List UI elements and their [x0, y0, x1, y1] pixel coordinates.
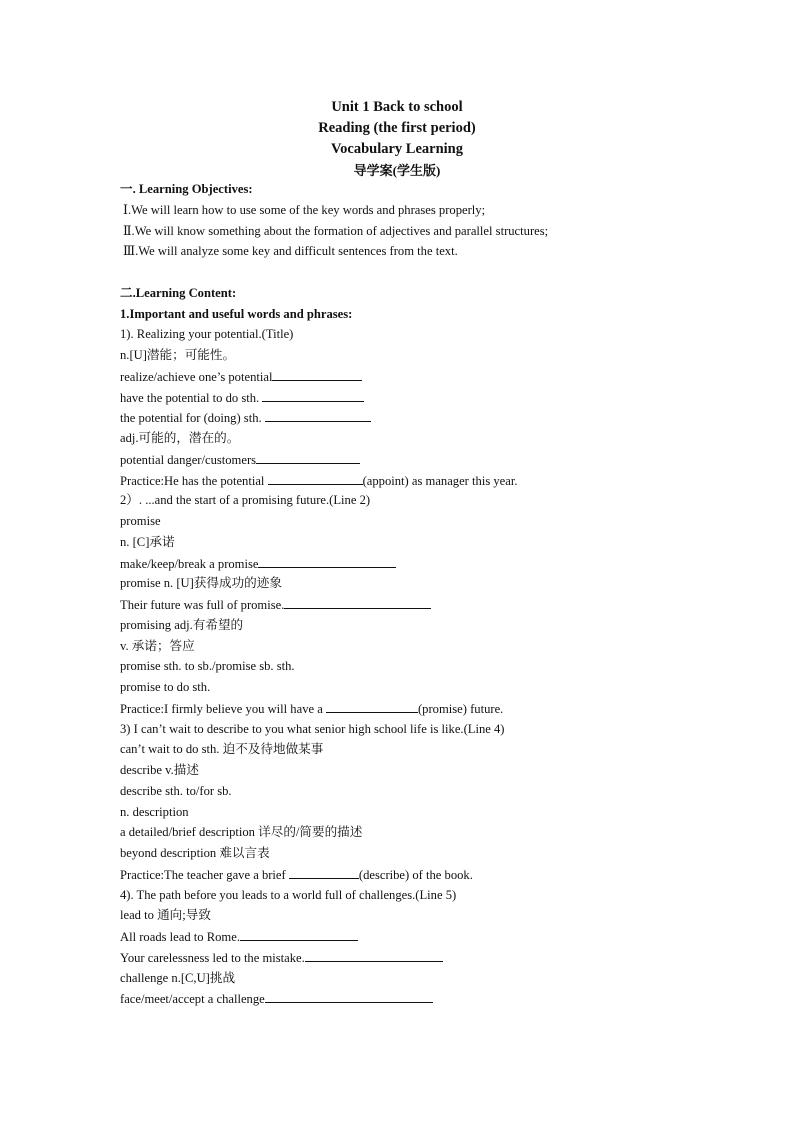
vocab-line — [120, 677, 740, 698]
vocab-text: can’t wait to do sth. 迫不及待地做某事 — [120, 742, 324, 757]
objective-item: Ⅲ.We will analyze some key and difficult sentences from the text. — [123, 244, 458, 259]
vocab-line — [120, 719, 740, 740]
vocab-line — [120, 470, 740, 491]
vocab-line — [120, 366, 740, 387]
vocab-text: adj.可能的，潜在的。 — [120, 431, 240, 445]
vocab-line — [120, 407, 740, 428]
answer-blank[interactable] — [262, 387, 364, 402]
answer-blank[interactable] — [265, 988, 433, 1003]
vocab-line — [120, 802, 740, 823]
vocab-text: face/meet/accept a challenge — [120, 992, 265, 1007]
vocab-line — [120, 553, 740, 574]
vocab-text: Practice:I firmly believe you will have a — [120, 701, 326, 716]
vocab-line — [120, 490, 740, 511]
vocab-line — [120, 698, 740, 719]
vocab-text: n.[U]潜能；可能性。 — [120, 348, 236, 362]
vocab-text: make/keep/break a promise — [120, 556, 259, 571]
vocab-line — [120, 594, 740, 615]
objectives-heading: 一. Learning Objectives: — [120, 182, 253, 196]
answer-blank[interactable] — [272, 366, 362, 381]
vocab-text: Their future was full of promise. — [120, 598, 285, 612]
vocab-line — [120, 615, 740, 636]
lesson-title: Reading (the first period) — [318, 120, 476, 136]
answer-blank[interactable] — [326, 698, 418, 713]
vocab-line — [120, 905, 740, 926]
answer-blank[interactable] — [284, 594, 431, 609]
vocab-text: 2）. ...and the start of a promising future.(Line 2) — [120, 493, 371, 508]
vocab-text: describe sth. to/for sb. — [120, 783, 232, 798]
content-subheading: 1.Important and useful words and phrases: — [120, 306, 353, 321]
vocab-line — [120, 511, 740, 532]
vocab-text: the potential for (doing) sth. — [120, 411, 265, 426]
section-title: Vocabulary Learning — [331, 141, 463, 157]
vocab-text: Practice:He has the potential — [120, 473, 268, 488]
vocab-line — [120, 532, 740, 553]
vocab-text: 1). Realizing your potential.(Title) — [120, 327, 294, 342]
vocab-text: describe v.描述 — [120, 763, 199, 777]
vocab-text: lead to 通向;导致 — [120, 908, 211, 923]
vocab-text: realize/achieve one’s potential — [120, 369, 273, 384]
vocab-text: promise sth. to sb./promise sb. sth. — [120, 659, 295, 674]
objective-item: Ⅰ.We will learn how to use some of the key words and phrases properly; — [123, 202, 486, 217]
content-heading: 二.Learning Content: — [120, 285, 237, 300]
vocab-text: have the potential to do sth. — [120, 390, 263, 405]
answer-blank[interactable] — [268, 470, 363, 485]
vocab-line — [120, 428, 740, 449]
vocab-line — [120, 760, 740, 781]
vocab-text: promise — [120, 514, 161, 528]
vocab-text: Your carelessness led to the mistake. — [120, 950, 305, 965]
vocab-line — [120, 449, 740, 470]
vocab-line — [120, 387, 740, 408]
vocab-text-after: (promise) future. — [417, 701, 504, 716]
vocab-text: Practice:The teacher gave a brief — [120, 867, 289, 882]
document-body — [120, 179, 740, 1009]
vocabulary-list — [120, 324, 740, 1009]
vocab-text: All roads lead to Rome. — [120, 930, 240, 944]
vocab-line — [120, 926, 740, 947]
answer-blank[interactable] — [256, 449, 360, 464]
vocab-line — [120, 324, 740, 345]
vocab-text: 3) I can’t wait to describe to you what senior high school life is like.(Line 4) — [120, 721, 505, 736]
vocab-text: v. 承诺；答应 — [120, 638, 195, 653]
vocab-text: n. description — [120, 804, 189, 819]
worksheet-title: 导学案(学生版) — [353, 163, 441, 178]
vocab-line — [120, 656, 740, 677]
vocab-text: beyond description 难以言表 — [120, 846, 270, 860]
vocab-line — [120, 573, 740, 594]
answer-blank[interactable] — [305, 947, 443, 962]
title-block — [0, 97, 794, 181]
vocab-text: promising adj.有希望的 — [120, 617, 244, 632]
vocab-line — [120, 781, 740, 802]
vocab-line — [120, 864, 740, 885]
answer-blank[interactable] — [265, 407, 371, 422]
vocab-text: promise n. [U]获得成功的迹象 — [120, 576, 282, 591]
vocab-text: n. [C]承诺 — [120, 534, 175, 549]
vocab-line — [120, 739, 740, 760]
vocab-line — [120, 345, 740, 366]
vocab-line — [120, 947, 740, 968]
vocab-text: potential danger/customers — [120, 452, 257, 467]
vocab-line — [120, 968, 740, 989]
vocab-line — [120, 988, 740, 1009]
unit-title: Unit 1 Back to school — [331, 99, 463, 115]
vocab-text-after: (appoint) as manager this year. — [362, 473, 518, 488]
answer-blank[interactable] — [240, 926, 358, 941]
vocab-line — [120, 822, 740, 843]
vocab-line — [120, 885, 740, 906]
spacer — [120, 262, 740, 283]
answer-blank[interactable] — [258, 553, 396, 568]
vocab-text: promise to do sth. — [120, 680, 211, 694]
vocab-text: a detailed/brief description 详尽的/简要的描述 — [120, 825, 363, 840]
vocab-line — [120, 843, 740, 864]
vocab-text: 4). The path before you leads to a world full of challenges.(Line 5) — [120, 887, 457, 902]
vocab-text: challenge n.[C,U]挑战 — [120, 970, 236, 985]
answer-blank[interactable] — [289, 864, 359, 879]
vocab-line — [120, 636, 740, 657]
objective-item: Ⅱ.We will know something about the formation of adjectives and parallel structures; — [123, 223, 549, 238]
vocab-text-after: (describe) of the book. — [358, 867, 473, 882]
